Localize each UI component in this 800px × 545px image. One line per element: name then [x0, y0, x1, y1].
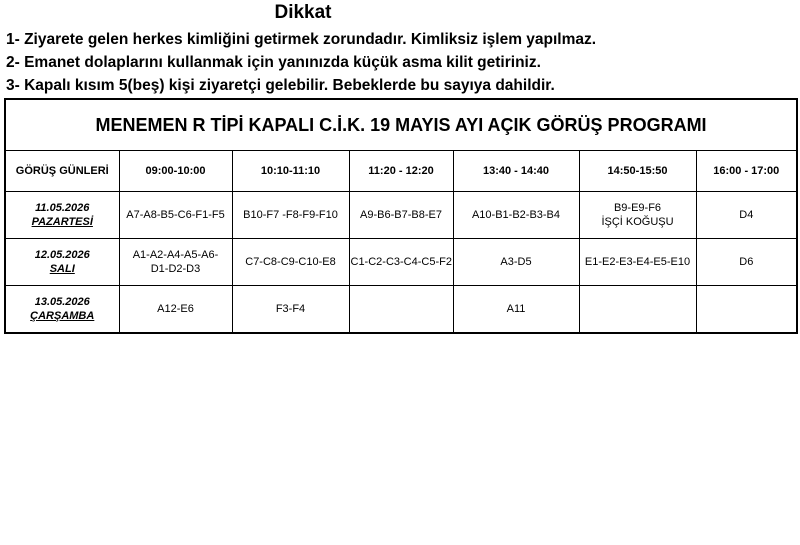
- ward-list: E1-E2-E3-E4-E5-E10: [584, 256, 691, 268]
- day-date: 13.05.2026: [34, 296, 90, 308]
- schedule-cell: [579, 192, 696, 239]
- schedule-cell: [696, 239, 797, 286]
- schedule-cell: [579, 286, 696, 334]
- ward-list: C1-C2-C3-C4-C5-F2: [350, 256, 452, 268]
- time-slot-header: 14:50-15:50: [579, 151, 696, 192]
- day-weekday: PAZARTESİ: [31, 216, 93, 228]
- day-cell: [5, 286, 119, 334]
- schedule-cell: [232, 239, 349, 286]
- ward-list: A10-B1-B2-B3-B4: [471, 209, 561, 221]
- ward-list: D1-D2-D3: [150, 263, 201, 275]
- day-cell: [5, 192, 119, 239]
- time-slot-header: 16:00 - 17:00: [696, 151, 797, 192]
- ward-list: D4: [739, 209, 754, 221]
- ward-list: F3-F4: [275, 303, 306, 315]
- schedule-title-row: [5, 99, 797, 151]
- ward-list: C7-C8-C9-C10-E8: [245, 256, 336, 268]
- schedule-cell: [453, 192, 579, 239]
- schedule-cell: [696, 286, 797, 334]
- ward-list: İŞÇİ KOĞUŞU: [601, 216, 674, 228]
- schedule-cell: [119, 286, 232, 334]
- time-slot-header: 09:00-10:00: [119, 151, 232, 192]
- day-cell: [5, 239, 119, 286]
- rule-2: 2- Emanet dolaplarını kullanmak için yanınızda küçük asma kilit getiriniz.: [6, 54, 541, 71]
- ward-list: A7-A8-B5-C6-F1-F5: [126, 209, 225, 221]
- schedule-cell: [119, 192, 232, 239]
- ward-list: B9-E9-F6: [613, 202, 662, 214]
- ward-list: B10-F7 -F8-F9-F10: [243, 209, 338, 221]
- schedule-title: MENEMEN R TİPİ KAPALI C.İ.K. 19 MAYIS AYI AÇIK GÖRÜŞ PROGRAMI: [5, 99, 797, 151]
- rule-1: 1- Ziyarete gelen herkes kimliğini getirmek zorundadır. Kimliksiz işlem yapılmaz.: [6, 31, 597, 48]
- header-row: [5, 151, 797, 192]
- ward-list: A1-A2-A4-A5-A6-: [132, 249, 219, 261]
- ward-list: A11: [506, 303, 526, 315]
- day-date: 11.05.2026: [35, 202, 90, 214]
- day-column-header: GÖRÜŞ GÜNLERİ: [5, 151, 119, 192]
- day-weekday: SALI: [49, 263, 75, 275]
- schedule-cell: [232, 192, 349, 239]
- day-weekday: ÇARŞAMBA: [30, 310, 95, 322]
- time-slot-header: 13:40 - 14:40: [453, 151, 579, 192]
- notice-rules: [6, 29, 596, 98]
- table-row: [5, 192, 797, 239]
- day-date: 12.05.2026: [34, 249, 90, 261]
- schedule-cell: [349, 286, 453, 334]
- notice-title: Dikkat: [274, 2, 332, 23]
- schedule-cell: [349, 239, 453, 286]
- table-row: [5, 286, 797, 334]
- ward-list: A9-B6-B7-B8-E7: [360, 209, 442, 221]
- table-row: [5, 239, 797, 286]
- ward-list: A12-E6: [157, 303, 194, 315]
- rule-3: 3- Kapalı kısım 5(beş) kişi ziyaretçi gelebilir. Bebeklerde bu sayıya dahildir.: [6, 77, 555, 94]
- schedule-cell: [453, 239, 579, 286]
- schedule-cell: [696, 192, 797, 239]
- schedule-cell: [453, 286, 579, 334]
- schedule-cell: [119, 239, 232, 286]
- time-slot-header: 10:10-11:10: [232, 151, 349, 192]
- ward-list: D6: [739, 256, 754, 268]
- ward-list: A3-D5: [500, 256, 532, 268]
- time-slot-header: 11:20 - 12:20: [349, 151, 453, 192]
- schedule-cell: [232, 286, 349, 334]
- day-rows: [5, 192, 797, 334]
- visit-schedule-table: [4, 98, 798, 334]
- schedule-cell: [349, 192, 453, 239]
- schedule-cell: [579, 239, 696, 286]
